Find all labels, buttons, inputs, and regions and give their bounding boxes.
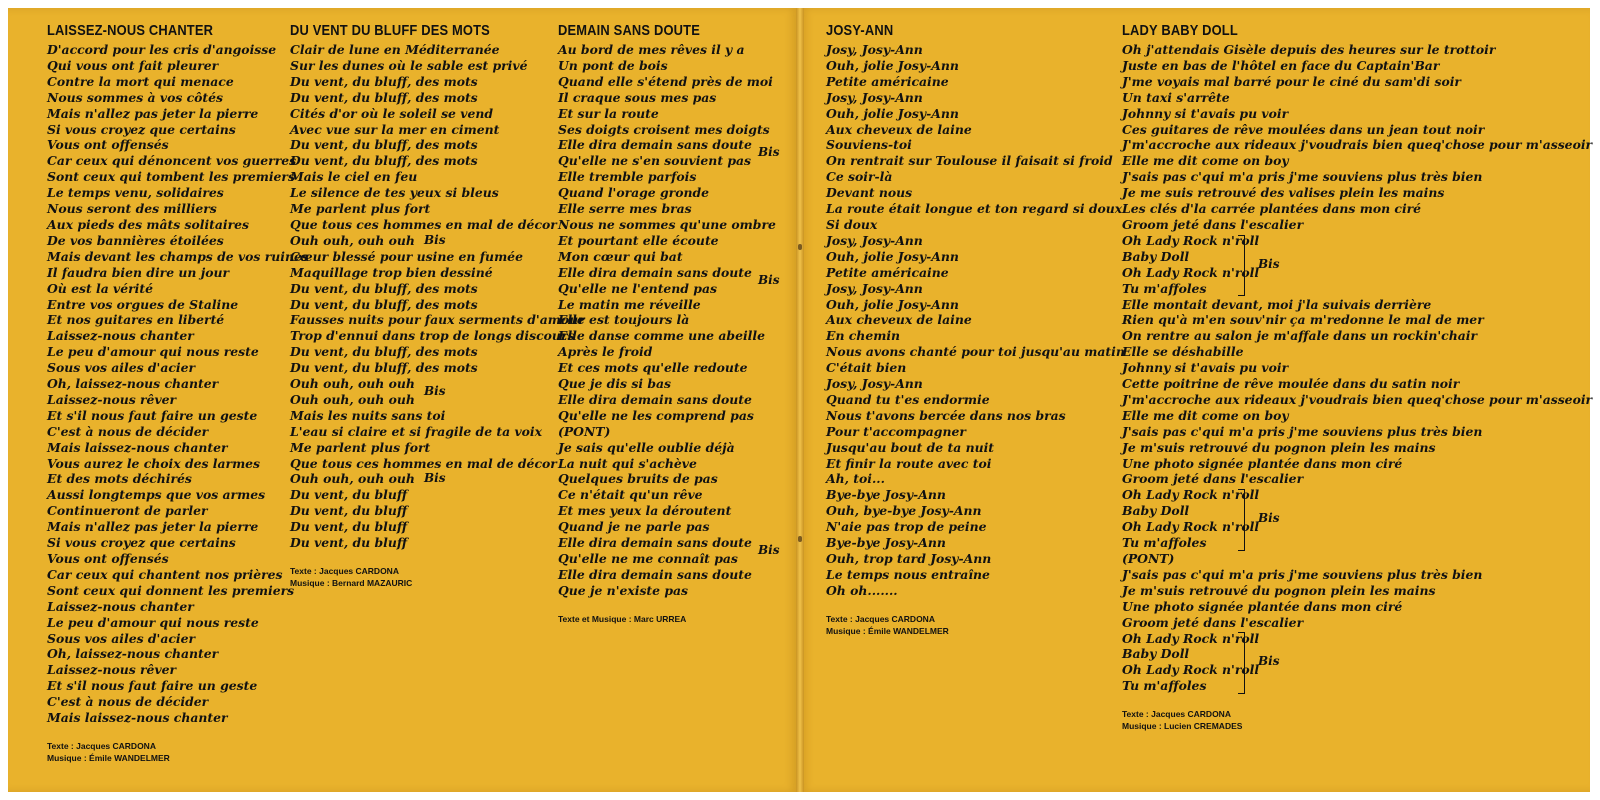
lyric-line: J'm'accroche aux rideaux j'voudrais bien queq'chose pour m'asseoir — [1122, 391, 1593, 407]
lyric-line: Ses doigts croisent mes doigts — [558, 121, 770, 137]
lyric-line: Groom jeté dans l'escalier — [1122, 216, 1304, 232]
lyric-line: Il craque sous mes pas — [558, 89, 717, 105]
song-4 — [826, 22, 1125, 637]
lyric-line: Si vous croyez que certains — [47, 121, 236, 137]
lyric-line: Laissez-nous chanter — [47, 598, 194, 614]
lyric-line: Et nos guitares en liberté — [47, 312, 225, 328]
lyric-line: Ce soir-là — [826, 169, 893, 185]
staple-bottom — [798, 536, 802, 542]
lyric-line: Ouh ouh, ouh ouh — [290, 232, 415, 248]
lyric-line: En chemin — [826, 328, 901, 344]
lyric-line: Un pont de bois — [558, 57, 668, 73]
lyric-line: Du vent, du bluff, des mots — [290, 344, 478, 360]
song-2 — [290, 22, 585, 589]
lyric-line: Mais laissez-nous chanter — [47, 710, 228, 726]
bis-marker: Bis — [1258, 654, 1280, 669]
lyric-line: Le peu d'amour qui nous reste — [47, 344, 259, 360]
bis-marker: Bis — [424, 471, 446, 486]
lyric-line: Du vent, du bluff — [290, 535, 408, 551]
lyric-line: Ouh, bye-bye Josy-Ann — [826, 503, 982, 519]
lyric-line: Maquillage trop bien dessiné — [290, 264, 493, 280]
lyric-line: Johnny si t'avais pu voir — [1122, 360, 1289, 376]
lyric-line: Quand tu t'es endormie — [826, 391, 990, 407]
lyric-line: Elle dira demain sans doute — [558, 264, 752, 280]
lyric-line: Ouh ouh, ouh ouh — [290, 471, 415, 487]
lyric-line: C'est à nous de décider — [47, 694, 209, 710]
lyric-line: Aux cheveux de laine — [826, 121, 972, 137]
lyric-line: Groom jeté dans l'escalier — [1122, 471, 1304, 487]
bis-marker: Bis — [758, 145, 780, 160]
lyric-line: On rentrait sur Toulouse il faisait si froid — [826, 153, 1113, 169]
lyric-line: Une photo signée plantée dans mon ciré — [1122, 598, 1403, 614]
lyric-line: Mais n'allez pas jeter la pierre — [47, 105, 259, 121]
lyric-line: Et sur la route — [558, 105, 659, 121]
lyric-line: Quand elle s'étend près de moi — [558, 73, 773, 89]
lyric-line: Baby Doll — [1122, 503, 1190, 519]
lyric-line: Le temps nous entraîne — [826, 566, 990, 582]
lyric-line: Et mes yeux la déroutent — [558, 503, 732, 519]
credit-line: Musique : Émile WANDELMER — [47, 752, 170, 763]
booklet-spine — [796, 8, 804, 792]
song-title: LADY BABY DOLL — [1122, 22, 1238, 39]
lyric-line: Devant nous — [826, 185, 913, 201]
lyrics — [47, 42, 309, 726]
lyric-line: Nous avons chanté pour toi jusqu'au matin — [826, 344, 1125, 360]
lyric-line: J'me voyais mal barré pour le ciné du sam'di soir — [1122, 73, 1461, 89]
lyric-line: Les clés d'la carrée plantées dans mon ciré — [1122, 201, 1422, 217]
lyric-line: Tu m'affoles — [1122, 678, 1207, 694]
lyric-line: Ouh ouh, ouh ouh — [290, 376, 415, 392]
lyric-line: Ouh, jolie Josy-Ann — [826, 296, 959, 312]
lyric-line: Quand l'orage gronde — [558, 185, 710, 201]
lyric-line: De vos bannières étoilées — [47, 232, 224, 248]
lyric-line: Sous vos ailes d'acier — [47, 360, 196, 376]
lyric-line: Oh Lady Rock n'roll — [1122, 630, 1260, 646]
lyric-line: Baby Doll — [1122, 248, 1190, 264]
lyric-line: Bye-bye Josy-Ann — [826, 535, 946, 551]
lyric-line: Sont ceux qui donnent les premiers — [47, 582, 295, 598]
lyric-line: Du vent, du bluff, des mots — [290, 280, 478, 296]
credit-line: Texte : Jacques CARDONA — [1122, 709, 1231, 720]
lyric-line: Entre vos orgues de Staline — [47, 296, 239, 312]
lyric-line: Oh, laissez-nous chanter — [47, 646, 219, 662]
song-title: DEMAIN SANS DOUTE — [558, 22, 700, 39]
lyric-line: Groom jeté dans l'escalier — [1122, 614, 1304, 630]
lyric-line: Vous aurez le choix des larmes — [47, 455, 261, 471]
lyric-line: Qu'elle ne l'entend pas — [558, 280, 717, 296]
lyric-line: Laissez-nous rêver — [47, 662, 177, 678]
bis-marker: Bis — [758, 272, 780, 287]
lyric-line: La route était longue et ton regard si doux — [826, 201, 1123, 217]
bis-marker: Bis — [424, 383, 446, 398]
lyric-line: Du vent, du bluff — [290, 519, 408, 535]
lyric-line: D'accord pour les cris d'angoisse — [47, 42, 277, 57]
lyric-line: Clair de lune en Méditerranée — [290, 42, 500, 57]
lyric-line: Ah, toi... — [826, 471, 885, 487]
lyric-line: Je m'suis retrouvé du pognon plein les mains — [1122, 439, 1436, 455]
lyric-line: Rien qu'à m'en souv'nir ça m'redonne le mal de mer — [1122, 312, 1484, 328]
lyric-line: Fausses nuits pour faux serments d'amour — [290, 312, 585, 328]
lyric-line: Elle serre mes bras — [558, 201, 692, 217]
lyric-line: L'eau si claire et si fragile de ta voix — [290, 423, 543, 439]
lyrics — [826, 42, 1125, 599]
song-1 — [47, 22, 309, 764]
lyric-line: Pour t'accompagner — [826, 423, 966, 439]
lyric-line: Vous ont offensés — [47, 137, 169, 153]
lyric-line: Elle se déshabille — [1122, 344, 1244, 360]
lyric-line: Nous sommes à vos côtés — [47, 89, 224, 105]
bis-marker: Bis — [758, 542, 780, 557]
credit-line: Musique : Lucien CREMADES — [1122, 721, 1243, 732]
lyric-line: J'sais pas c'qui m'a pris j'me souviens plus très bien — [1122, 169, 1483, 185]
lyric-line: C'est à nous de décider — [47, 423, 209, 439]
lyric-line: Aussi longtemps que vos armes — [47, 487, 266, 503]
bis-marker: Bis — [424, 232, 446, 247]
lyric-line: Le silence de tes yeux si bleus — [290, 185, 499, 201]
repeat-bracket — [1238, 632, 1245, 694]
lyric-line: Du vent, du bluff, des mots — [290, 360, 478, 376]
lyric-line: Ouh, trop tard Josy-Ann — [826, 551, 992, 566]
lyric-line: Elle me dit come on boy — [1122, 407, 1289, 423]
lyric-line: Laissez-nous rêver — [47, 391, 177, 407]
lyric-line: Bye-bye Josy-Ann — [826, 487, 946, 503]
lyric-line: Et des mots déchirés — [47, 471, 192, 487]
credit-line: Texte : Jacques CARDONA — [47, 740, 156, 751]
lyric-line: Mais devant les champs de vos ruines — [47, 248, 309, 264]
lyric-line: On rentre au salon je m'affale dans un rockin'chair — [1122, 328, 1477, 344]
credit-line: Texte : Jacques CARDONA — [290, 566, 399, 576]
lyric-line: Qu'elle ne s'en souvient pas — [558, 153, 752, 169]
lyric-line: Ouh ouh, ouh ouh — [290, 391, 415, 407]
lyric-line: Trop d'ennui dans trop de longs discours — [290, 328, 575, 344]
song-credits — [826, 613, 1125, 637]
lyric-line: Josy, Josy-Ann — [826, 89, 923, 105]
lyric-line: Elle montait devant, moi j'la suivais derrière — [1122, 296, 1432, 312]
lyric-line: Il faudra bien dire un jour — [47, 264, 230, 280]
lyric-line: Ces guitares de rêve moulées dans un jean tout noir — [1122, 121, 1485, 137]
lyric-line: Ce n'était qu'un rêve — [558, 487, 703, 503]
bis-marker: Bis — [1258, 256, 1280, 271]
lyric-line: Où est la vérité — [47, 280, 153, 296]
lyric-line: Que tous ces hommes en mal de décor — [290, 455, 557, 471]
lyric-line: Sont ceux qui tombent les premiers — [47, 169, 295, 185]
staple-top — [798, 244, 802, 250]
lyric-line: Cette poitrine de rêve moulée dans du satin noir — [1122, 376, 1460, 392]
lyric-line: Ouh, jolie Josy-Ann — [826, 57, 959, 73]
lyrics — [558, 42, 776, 599]
lyric-line: Oh Lady Rock n'roll — [1122, 519, 1260, 535]
song-credits — [1122, 708, 1592, 732]
lyric-line: Petite américaine — [826, 73, 949, 89]
lyric-line: Cœur blessé pour usine en fumée — [290, 248, 523, 264]
lyric-line: Oh Lady Rock n'roll — [1122, 487, 1260, 503]
lyric-line: Aux pieds des mâts solitaires — [47, 216, 250, 232]
lyric-line: Johnny si t'avais pu voir — [1122, 105, 1289, 121]
lyric-line: Elle me dit come on boy — [1122, 153, 1289, 169]
lyric-line: Petite américaine — [826, 264, 949, 280]
lyric-line: Au bord de mes rêves il y a — [558, 42, 745, 57]
lyric-line: Tu m'affoles — [1122, 280, 1207, 296]
lyric-line: Du vent, du bluff, des mots — [290, 89, 478, 105]
lyric-line: Me parlent plus fort — [290, 201, 431, 217]
lyric-line: J'm'accroche aux rideaux j'voudrais bien queq'chose pour m'asseoir — [1122, 137, 1593, 153]
lyric-line: Me parlent plus fort — [290, 439, 431, 455]
repeat-bracket — [1238, 235, 1245, 297]
song-5 — [1122, 22, 1592, 732]
lyric-line: Nous ne sommes qu'une ombre — [558, 216, 776, 232]
lyric-line: Vous ont offensés — [47, 551, 169, 566]
song-credits — [290, 565, 585, 589]
lyric-line: Aux cheveux de laine — [826, 312, 972, 328]
lyric-line: Le peu d'amour qui nous reste — [47, 614, 259, 630]
lyric-line: Continueront de parler — [47, 503, 208, 519]
lyric-line: Car ceux qui chantent nos prières — [47, 566, 283, 582]
lyric-line: Mais laissez-nous chanter — [47, 439, 228, 455]
lyric-line: Josy, Josy-Ann — [826, 376, 923, 392]
lyrics — [1122, 42, 1592, 694]
lyric-line: Baby Doll — [1122, 646, 1190, 662]
lyric-line: Je m'suis retrouvé du pognon plein les mains — [1122, 582, 1436, 598]
lyric-line: Et s'il nous faut faire un geste — [47, 407, 258, 423]
lyric-line: Que je n'existe pas — [558, 582, 689, 598]
lyric-line: La nuit qui s'achève — [558, 455, 697, 471]
lyric-line: Oh Lady Rock n'roll — [1122, 232, 1260, 248]
lyric-line: Et pourtant elle écoute — [558, 232, 719, 248]
repeat-bracket — [1238, 489, 1245, 551]
lyric-line: Le temps venu, solidaires — [47, 185, 224, 201]
lyric-line: Souviens-toi — [826, 137, 912, 153]
lyric-line: Du vent, du bluff, des mots — [290, 73, 478, 89]
lyric-line: Sur les dunes où le sable est privé — [290, 57, 528, 73]
song-credits — [47, 740, 309, 764]
credit-line: Musique : Émile WANDELMER — [826, 625, 949, 636]
lyric-line: Oh oh....... — [826, 582, 898, 598]
lyric-line: Une photo signée plantée dans mon ciré — [1122, 455, 1403, 471]
lyric-line: Oh Lady Rock n'roll — [1122, 662, 1260, 678]
lyric-line: Ouh, jolie Josy-Ann — [826, 248, 959, 264]
lyric-line: Mon cœur qui bat — [558, 248, 683, 264]
lyric-line: Josy, Josy-Ann — [826, 232, 923, 248]
lyric-line: Contre la mort qui menace — [47, 73, 234, 89]
lyric-line: Et s'il nous faut faire un geste — [47, 678, 258, 694]
lyric-line: Josy, Josy-Ann — [826, 42, 923, 57]
lyric-line: Laissez-nous chanter — [47, 328, 194, 344]
song-title: DU VENT DU BLUFF DES MOTS — [290, 22, 490, 39]
lyric-line: Nous t'avons bercée dans nos bras — [826, 407, 1066, 423]
lyric-line: Juste en bas de l'hôtel en face du Captain'Bar — [1122, 57, 1440, 73]
lyric-line: Elle dira demain sans doute — [558, 137, 752, 153]
lyric-line: Si vous croyez que certains — [47, 535, 236, 551]
lyric-line: Oh, laissez-nous chanter — [47, 376, 219, 392]
lyric-line: Cités d'or où le soleil se vend — [290, 105, 494, 121]
song-3 — [558, 22, 776, 625]
lyric-line: Avec vue sur la mer en ciment — [290, 121, 500, 137]
song-title: JOSY-ANN — [826, 22, 894, 39]
lyric-line: J'sais pas c'qui m'a pris j'me souviens plus très bien — [1122, 566, 1483, 582]
lyric-line: Si doux — [826, 216, 878, 232]
lyric-line: Car ceux qui dénoncent vos guerres — [47, 153, 297, 169]
lyric-line: Qui vous ont fait pleurer — [47, 57, 219, 73]
lyric-line: Mais n'allez pas jeter la pierre — [47, 519, 259, 535]
lyric-line: Et ces mots qu'elle redoute — [558, 360, 748, 376]
lyric-line: Qu'elle ne me connaît pas — [558, 551, 738, 566]
lyric-line: Je me suis retrouvé des valises plein les mains — [1122, 185, 1445, 201]
lyric-line: J'sais pas c'qui m'a pris j'me souviens plus très bien — [1122, 423, 1483, 439]
credit-line: Musique : Bernard MAZAURIC — [290, 578, 413, 588]
lyric-line: Quelques bruits de pas — [558, 471, 718, 487]
lyric-line: Jusqu'au bout de ta nuit — [826, 439, 995, 455]
bis-marker: Bis — [1258, 511, 1280, 526]
lyric-line: Du vent, du bluff, des mots — [290, 137, 478, 153]
lyric-line: Elle est toujours là — [558, 312, 690, 328]
lyric-line: Un taxi s'arrête — [1122, 89, 1230, 105]
lyric-line: Nous seront des milliers — [47, 201, 217, 217]
lyric-line: C'était bien — [826, 360, 907, 376]
lyric-line: Que tous ces hommes en mal de décor — [290, 216, 557, 232]
lyric-line: Qu'elle ne les comprend pas — [558, 407, 754, 423]
song-credits — [558, 613, 776, 625]
lyric-line: Ouh, jolie Josy-Ann — [826, 105, 959, 121]
lyric-line: N'aie pas trop de peine — [826, 519, 987, 535]
lyric-line: Que je dis si bas — [558, 376, 672, 392]
lyric-line: Elle danse comme une abeille — [558, 328, 765, 344]
lyric-line: Oh j'attendais Gisèle depuis des heures sur le trottoir — [1122, 42, 1496, 57]
lyric-line: Et finir la route avec toi — [826, 455, 992, 471]
lyric-line: Quand je ne parle pas — [558, 519, 710, 535]
lyric-line: Elle dira demain sans doute — [558, 391, 752, 407]
lyric-line: Du vent, du bluff, des mots — [290, 296, 478, 312]
lyric-line: Du vent, du bluff, des mots — [290, 153, 478, 169]
lyric-line: Du vent, du bluff — [290, 503, 408, 519]
lyric-line: (PONT) — [1122, 551, 1175, 566]
lyric-line: (PONT) — [558, 423, 611, 439]
credit-line: Texte et Musique : Marc URREA — [558, 613, 687, 624]
credit-line: Texte : Jacques CARDONA — [826, 613, 935, 624]
lyric-line: Du vent, du bluff — [290, 487, 408, 503]
lyric-line: Elle tremble parfois — [558, 169, 697, 185]
lyric-line: Josy, Josy-Ann — [826, 280, 923, 296]
lyric-line: Oh Lady Rock n'roll — [1122, 264, 1260, 280]
lyric-line: Tu m'affoles — [1122, 535, 1207, 551]
lyric-line: Le matin me réveille — [558, 296, 701, 312]
lyric-line: Elle dira demain sans doute — [558, 535, 752, 551]
lyric-line: Je sais qu'elle oublie déjà — [558, 439, 735, 455]
lyric-line: Après le froid — [558, 344, 653, 360]
lyric-line: Mais le ciel en feu — [290, 169, 418, 185]
lyric-line: Elle dira demain sans doute — [558, 566, 752, 582]
lyric-line: Mais les nuits sans toi — [290, 407, 446, 423]
song-title: LAISSEZ-NOUS CHANTER — [47, 22, 214, 39]
lyric-line: Sous vos ailes d'acier — [47, 630, 196, 646]
